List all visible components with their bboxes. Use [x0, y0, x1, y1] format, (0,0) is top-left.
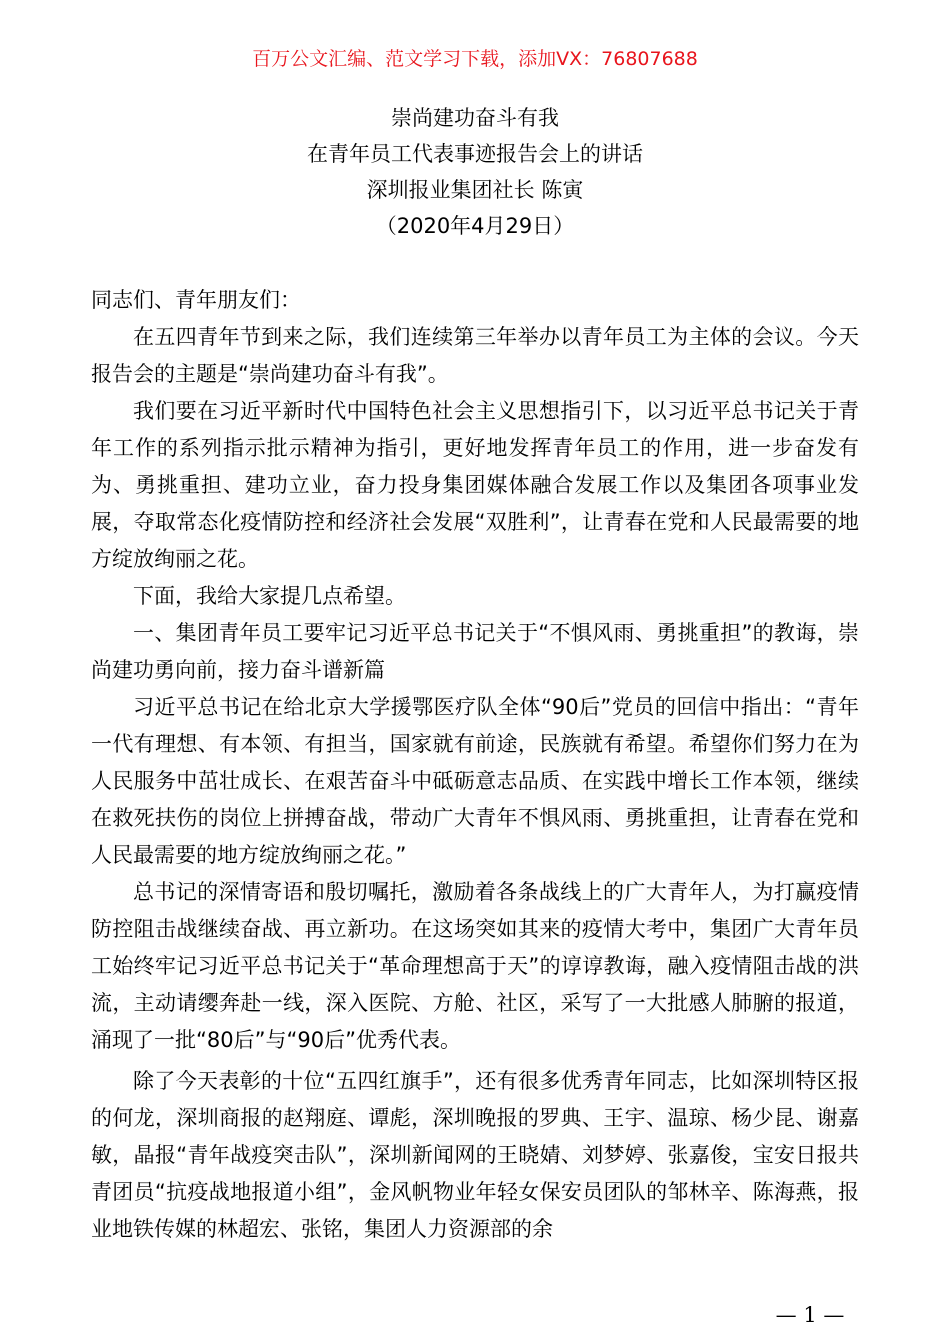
page-number: — 1 —	[775, 1303, 845, 1327]
paragraph: 在五四青年节到来之际，我们连续第三年举办以青年员工为主体的会议。今天报告会的主题是“崇尚建功奋斗有我”。	[91, 325, 859, 386]
document-body	[91, 282, 859, 1248]
salutation: 同志们、青年朋友们：	[91, 288, 301, 312]
document-header	[0, 100, 950, 244]
document-date: （2020年4月29日）	[375, 214, 575, 238]
document-title: 崇尚建功奋斗有我	[391, 106, 559, 130]
document-subtitle: 在青年员工代表事迹报告会上的讲话	[307, 142, 643, 166]
paragraph: 总书记的深情寄语和殷切嘱托，激励着各条战线上的广大青年人，为打赢疫情防控阻击战继续奋战、再立新功。在这场突如其来的疫情大考中，集团广大青年员工始终牢记习近平总书记关于“革命理想高于天”的谆谆教诲，融入疫情阻击战的洪流，主动请缨奔赴一线，深入医院、方舱、社区，采写了一大批感人肺腑的报道，涌现了一批“80后”与“90后”优秀代表。	[91, 880, 859, 1052]
paragraph: 下面，我给大家提几点希望。	[133, 584, 406, 608]
paragraph: 习近平总书记在给北京大学援鄂医疗队全体“90后”党员的回信中指出：“青年一代有理想、有本领、有担当，国家就有前途，民族就有希望。希望你们努力在为人民服务中茁壮成长、在艰苦奋斗中砥砺意志品质、在实践中增长工作本领，继续在救死扶伤的岗位上拼搏奋战，带动广大青年不惧风雨、勇挑重担，让青春在党和人民最需要的地方绽放绚丽之花。”	[91, 695, 859, 867]
paragraph: 我们要在习近平新时代中国特色社会主义思想指引下，以习近平总书记关于青年工作的系列指示批示精神为指引，更好地发挥青年员工的作用，进一步奋发有为、勇挑重担、建功立业，奋力投身集团媒体融合发展工作以及集团各项事业发展，夺取常态化疫情防控和经济社会发展“双胜利”，让青春在党和人民最需要的地方绽放绚丽之花。	[91, 399, 859, 571]
section-heading: 一、集团青年员工要牢记习近平总书记关于“不惧风雨、勇挑重担”的教诲，崇尚建功勇向前，接力奋斗谱新篇	[91, 621, 859, 682]
paragraph: 除了今天表彰的十位“五四红旗手”，还有很多优秀青年同志，比如深圳特区报的何龙，深圳商报的赵翔庭、谭彪，深圳晚报的罗典、王宇、温琼、杨少昆、谢嘉敏，晶报“青年战疫突击队”，深圳新闻网的王晓婧、刘梦婷、张嘉俊，宝安日报共青团员“抗疫战地报道小组”，金风帆物业年轻女保安员团队的邹林辛、陈海燕，报业地铁传媒的林超宏、张铭，集团人力资源部的余	[91, 1069, 859, 1241]
watermark-banner: 百万公文汇编、范文学习下载，添加VX：76807688	[252, 48, 698, 70]
document-author: 深圳报业集团社长 陈寅	[366, 178, 584, 202]
